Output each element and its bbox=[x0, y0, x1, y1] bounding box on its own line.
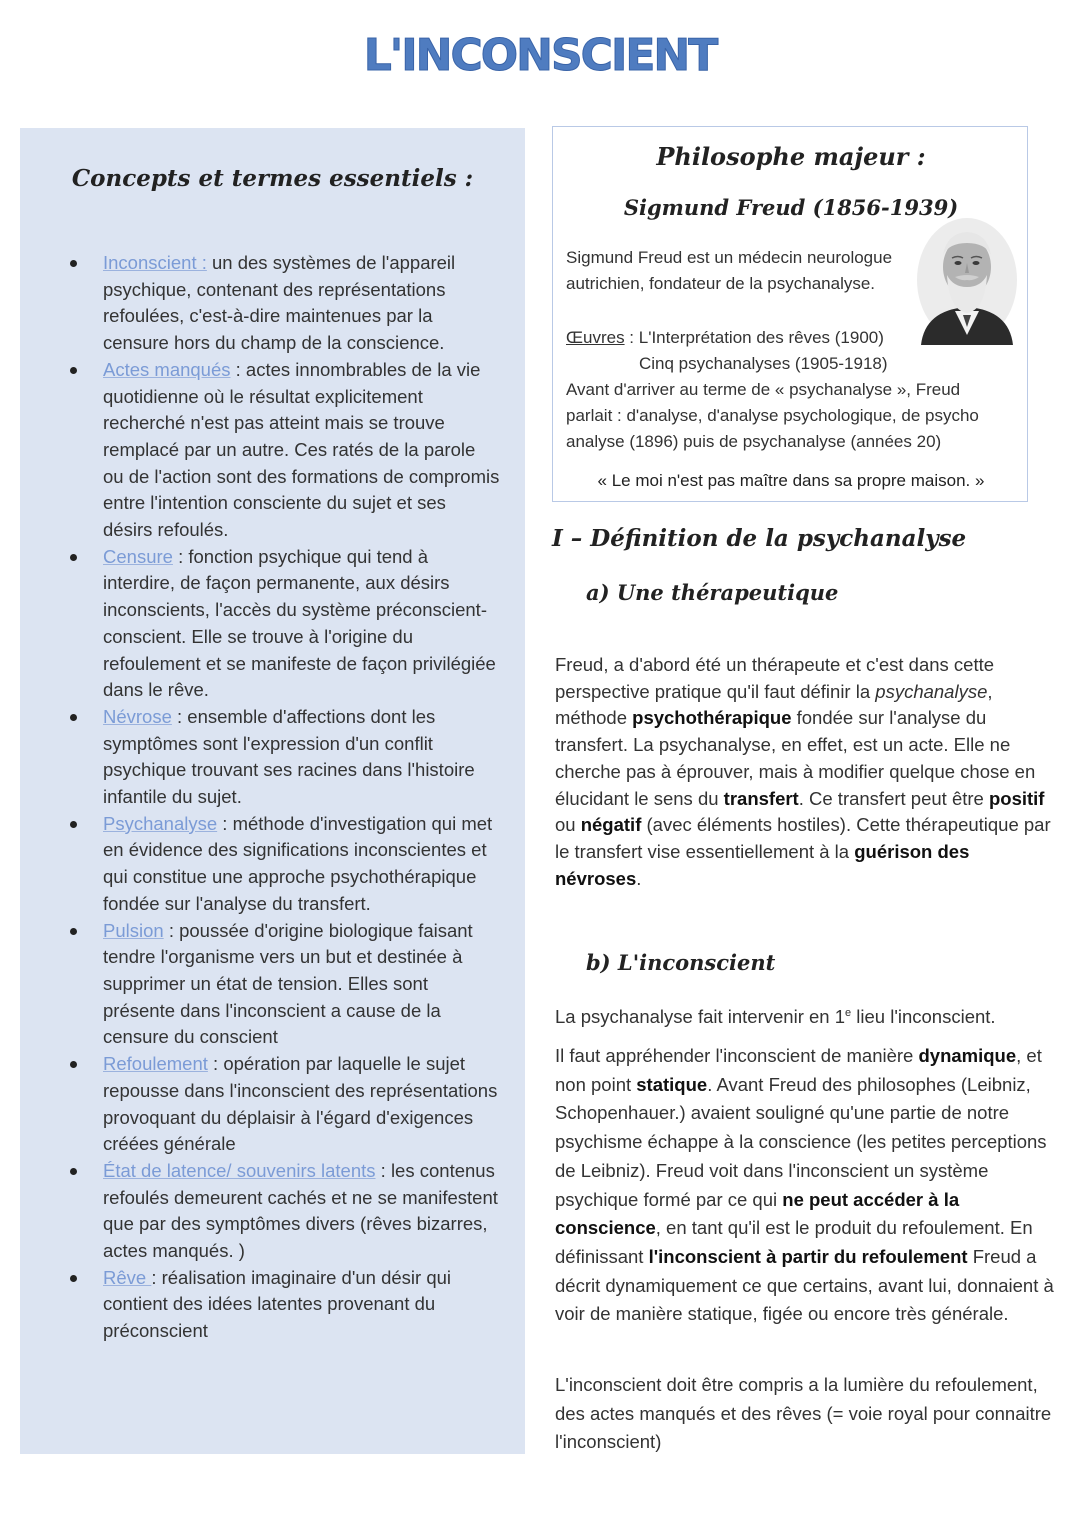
text: ne peut accéder à la conscience bbox=[555, 1188, 960, 1239]
subsection-heading-b: b) L'inconscient bbox=[586, 950, 776, 975]
concept-definition: : opération par laquelle le sujet repousse dans l'inconscient des représentations provoquant du déplaisir à l'égard d'exigences créées générale bbox=[103, 1053, 498, 1155]
concept-term-link[interactable]: Actes manqués bbox=[103, 358, 231, 380]
concept-item bbox=[60, 1051, 500, 1158]
therapy-paragraph bbox=[555, 652, 1055, 892]
concept-term-link[interactable]: Censure bbox=[103, 545, 173, 567]
concept-item bbox=[60, 250, 500, 357]
concept-term-link[interactable]: État de latence/ souvenirs latents bbox=[103, 1159, 376, 1181]
oeuvre-title: : L'Interprétation des rêves (1900) bbox=[624, 328, 884, 347]
text: négatif bbox=[580, 814, 642, 836]
intro-line: autrichien, fondateur de la psychanalyse. bbox=[566, 274, 876, 293]
concept-item bbox=[60, 1158, 500, 1265]
text: dynamique bbox=[918, 1045, 1017, 1066]
history-line: parlait : d'analyse, d'analyse psychologique, de psycho bbox=[566, 406, 979, 425]
text: psychothérapique bbox=[632, 707, 792, 729]
text: fondée sur l'analyse du transfert. La psychanalyse, en effet, est un acte. Elle ne cherche pas à éprouver, mais à modifier quelque chose en élucidant le sens du bbox=[555, 707, 1036, 809]
freud-quote: « Le moi n'est pas maître dans sa propre maison. » bbox=[597, 471, 985, 490]
concept-definition: : fonction psychique qui tend à interdire, de façon permanente, aux désirs inconscients, l'accès du système préconscient-conscient. Elle se trouve à l'origine du refoulement et se manifeste de façon privilégiée dans le rêve. bbox=[103, 545, 496, 701]
text: , en tant qu'il est le produit du refoulement. En définissant bbox=[555, 1217, 1033, 1267]
concept-item bbox=[60, 1265, 500, 1345]
philosopher-intro bbox=[566, 245, 892, 297]
concept-term-link[interactable]: Refoulement bbox=[103, 1053, 208, 1075]
text: lieu l'inconscient. bbox=[851, 1006, 996, 1028]
concept-item bbox=[60, 544, 500, 704]
text: . bbox=[636, 867, 642, 889]
concept-definition: un des systèmes de l'appareil psychique, contenant des représentations refoulées, c'est-à-dire maintenues par la censure hors du champ de la conscience. bbox=[103, 252, 456, 354]
works-line bbox=[566, 325, 979, 351]
concept-definition: : réalisation imaginaire d'un désir qui contient des idées latentes provenant du préconscient bbox=[103, 1266, 452, 1342]
philosopher-name: Sigmund Freud (1856-1939) bbox=[623, 195, 959, 220]
oeuvre-title: Cinq psychanalyses (1905-1918) bbox=[639, 354, 888, 373]
text: ou bbox=[555, 814, 581, 836]
text: Freud, a d'abord été un thérapeute et c'est dans cette perspective pratique qu'il faut définir la bbox=[555, 654, 995, 702]
text: Freud a décrit dynamiquement ce que certains, avant lui, donnaient à voir de manière statique, figée ou encore très générale. bbox=[555, 1245, 1054, 1325]
concept-item bbox=[60, 918, 500, 1052]
concept-definition: : poussée d'origine biologique faisant tendre l'organisme vers un but et destinée à supprimer un état de tension. Elles sont présente dans l'inconscient a cause de la censure du conscient bbox=[103, 919, 473, 1048]
intro-line: Sigmund Freud est un médecin neurologue bbox=[566, 248, 893, 267]
text: . Avant Freud des philosophes (Leibniz, Schopenhauer.) avaient souligné qu'une partie de notre psychisme échappe à la conscience (les petites perceptions de Leibniz). Freud voit dans l'inconscient un système psychique formé par ce qui bbox=[555, 1073, 1047, 1210]
history-line: analyse (1896) puis de psychanalyse (années 20) bbox=[566, 432, 942, 451]
text: l'inconscient à partir du refoulement bbox=[648, 1245, 968, 1267]
concept-item bbox=[60, 357, 500, 544]
philosopher-works bbox=[566, 325, 979, 455]
page-title: L'INCONSCIENT bbox=[363, 30, 717, 81]
concepts-heading: Concepts et termes essentiels : bbox=[71, 165, 474, 192]
concept-item bbox=[60, 811, 500, 918]
concepts-list bbox=[60, 250, 500, 1345]
section-heading: I – Définition de la psychanalyse bbox=[552, 525, 967, 552]
text: guérison des névroses bbox=[555, 840, 970, 889]
philosopher-box bbox=[552, 126, 1028, 502]
text: psychanalyse bbox=[875, 680, 988, 702]
text: statique bbox=[636, 1073, 708, 1095]
concept-definition: : actes innombrables de la vie quotidienne où le résultat explicitement recherché n'est pas atteint mais se trouve remplacé par un autre. Ces ratés de la parole ou de l'action sont des formations de compromis entre l'intention consciente du sujet et ses désirs refoulés. bbox=[103, 358, 500, 541]
unconscious-paragraph bbox=[555, 1042, 1055, 1329]
concept-item bbox=[60, 704, 500, 811]
concept-term-link[interactable]: Pulsion bbox=[103, 919, 164, 941]
concept-term-link[interactable]: Névrose bbox=[103, 705, 172, 727]
concept-definition: : méthode d'investigation qui met en évidence des significations inconscientes et qui constitue une approche psychothérapique fondée sur l'analyse du transfert. bbox=[103, 812, 493, 914]
conclusion-paragraph: L'inconscient doit être compris a la lumière du refoulement, des actes manqués et des rêves (= voie royal pour connaitre l'inconscient) bbox=[555, 1374, 1052, 1453]
text: La psychanalyse fait intervenir en 1 bbox=[555, 1006, 846, 1028]
text: positif bbox=[988, 787, 1045, 809]
concept-definition: : ensemble d'affections dont les symptômes sont l'expression d'un conflit psychique trouvant ses racines dans l'histoire infantile du sujet. bbox=[103, 705, 475, 808]
text: (avec éléments hostiles). Cette thérapeutique par le transfert vise essentiellement à la bbox=[555, 814, 1051, 862]
concept-term-link[interactable]: Psychanalyse bbox=[103, 812, 218, 834]
text: transfert bbox=[723, 787, 799, 809]
unconscious-intro bbox=[555, 1000, 1055, 1031]
concept-term-link[interactable]: Rêve bbox=[103, 1266, 152, 1288]
history-line: Avant d'arriver au terme de « psychanalyse », Freud bbox=[566, 380, 961, 399]
text: , et non point bbox=[555, 1045, 1042, 1095]
text: e bbox=[845, 1007, 852, 1019]
text: . Ce transfert peut être bbox=[798, 787, 989, 809]
subsection-heading-a: a) Une thérapeutique bbox=[586, 580, 839, 605]
philosopher-heading: Philosophe majeur : bbox=[656, 142, 926, 171]
text: , méthode bbox=[555, 680, 993, 729]
text: Il faut appréhender l'inconscient de manière bbox=[555, 1045, 919, 1066]
concept-definition: : les contenus refoulés demeurent cachés et ne se manifestent que par des symptômes divers (rêves bizarres, actes manqués. ) bbox=[103, 1159, 498, 1262]
oeuvres-label: Œuvres bbox=[566, 328, 625, 347]
concept-term-link[interactable]: Inconscient : bbox=[103, 252, 207, 273]
